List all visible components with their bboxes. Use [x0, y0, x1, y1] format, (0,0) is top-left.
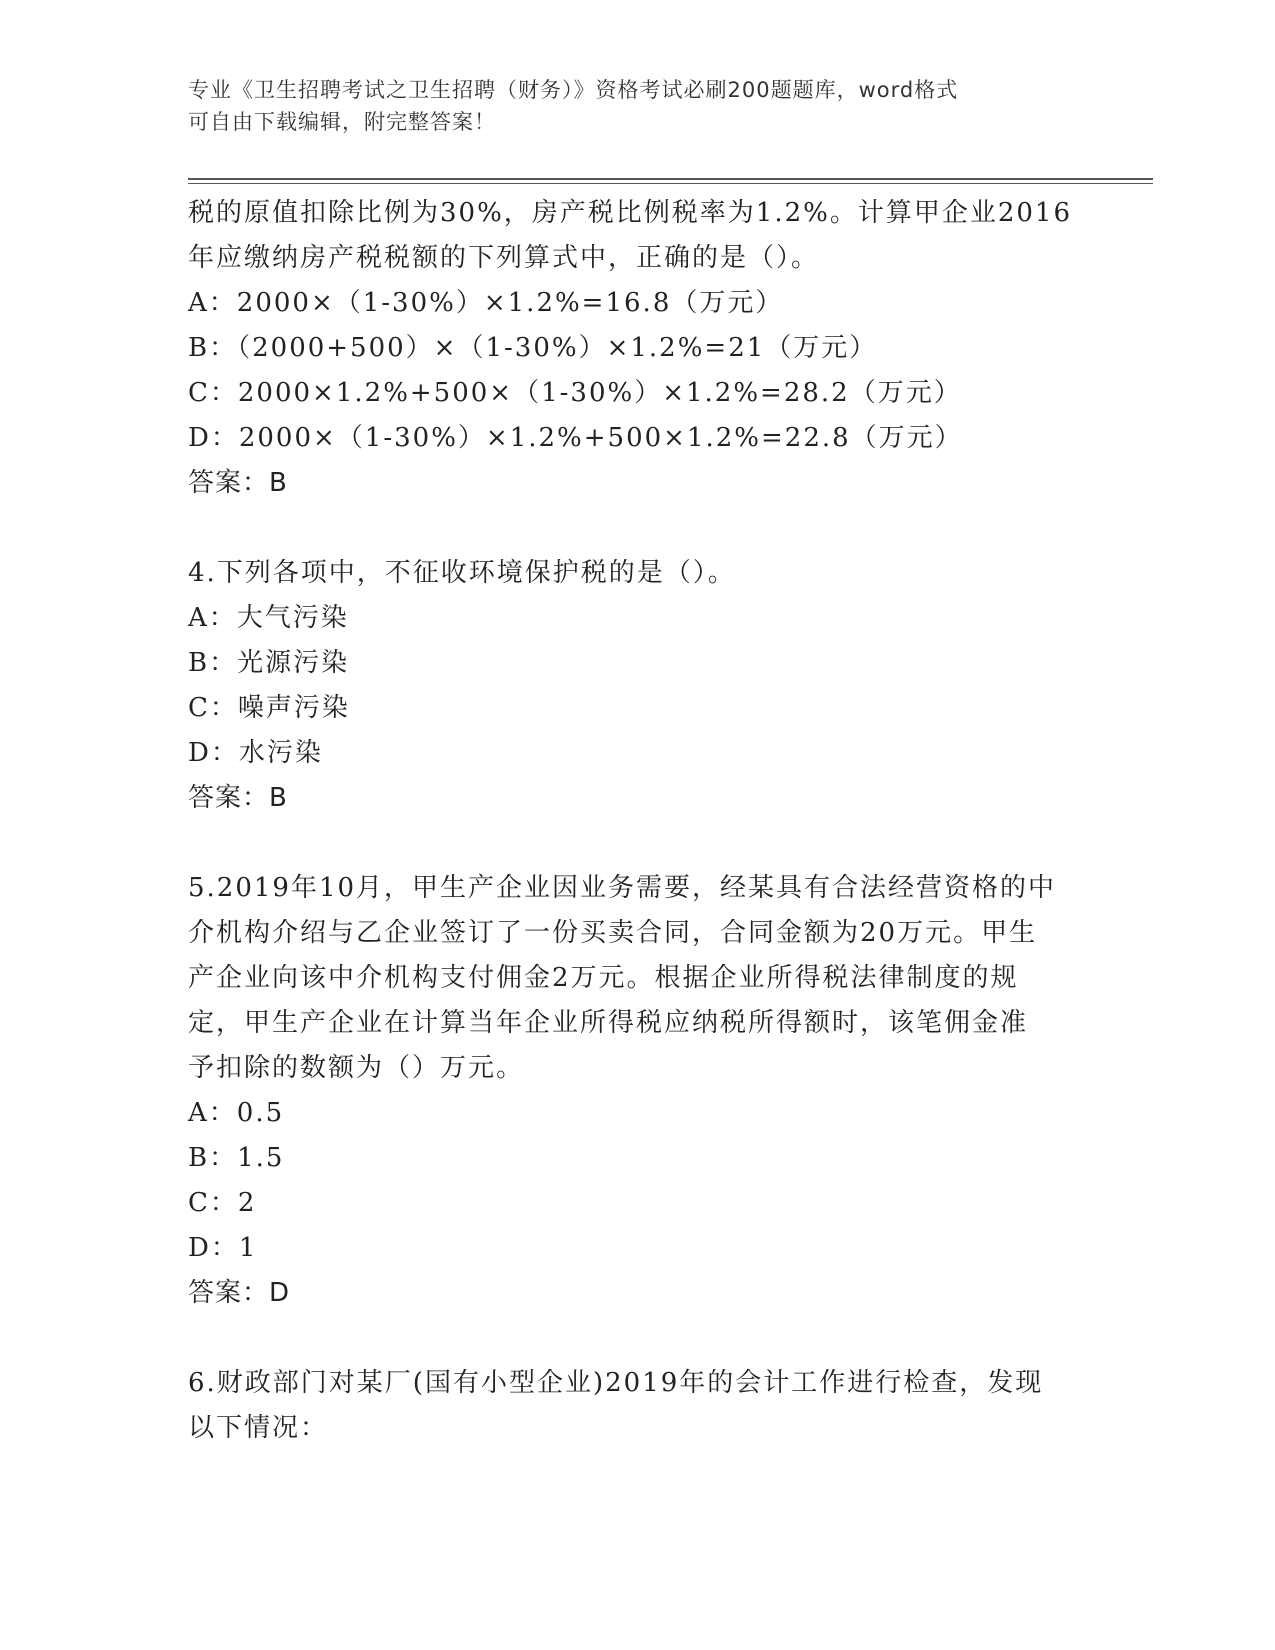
- question-4-option-d: D：水污染: [188, 738, 323, 768]
- question-content: [188, 191, 1088, 1451]
- question-3-option-b: B：（2000+500）×（1-30%）×1.2%=21（万元）: [188, 333, 878, 363]
- question-5-text-line-3: 产企业向该中介机构支付佣金2万元。根据企业所得税法律制度的规: [188, 963, 1019, 993]
- question-5-answer: 答案：D: [188, 1278, 291, 1308]
- question-3-option-a: A：2000×（1-30%）×1.2%=16.8（万元）: [188, 288, 784, 318]
- header-line-2: 可自由下载编辑，附完整答案！: [188, 110, 496, 134]
- question-3-text-line-2: 年应缴纳房产税税额的下列算式中，正确的是（）。: [188, 243, 820, 273]
- question-5: [188, 866, 1088, 1316]
- question-4-option-b: B：光源污染: [188, 648, 350, 678]
- question-4: [188, 551, 1088, 821]
- question-4-answer: 答案：B: [188, 783, 288, 813]
- question-5-text-line-2: 介机构介绍与乙企业签订了一份买卖合同，合同金额为20万元。甲生: [188, 918, 1038, 948]
- header-divider-thick: [188, 178, 1153, 180]
- question-4-option-a: A：大气污染: [188, 603, 349, 633]
- spacer: [188, 821, 1088, 866]
- spacer: [188, 506, 1088, 551]
- spacer: [188, 1316, 1088, 1361]
- question-3-option-d: D：2000×（1-30%）×1.2%+500×1.2%=22.8（万元）: [188, 423, 963, 453]
- question-3-option-c: C：2000×1.2%+500×（1-30%）×1.2%=28.2（万元）: [188, 378, 962, 408]
- question-5-text-line-1: 5.2019年10月，甲生产企业因业务需要，经某具有合法经营资格的中: [188, 873, 1057, 903]
- question-5-text-line-5: 予扣除的数额为（）万元。: [188, 1053, 525, 1083]
- question-5-text-line-4: 定，甲生产企业在计算当年企业所得税应纳税所得额时，该笔佣金准: [188, 1008, 1029, 1038]
- question-6-text-line-1: 6.财政部门对某厂(国有小型企业)2019年的会计工作进行检查，发现: [188, 1368, 1044, 1398]
- question-6-text-line-2: 以下情况：: [188, 1413, 329, 1443]
- question-4-option-c: C：噪声污染: [188, 693, 350, 723]
- question-5-option-b: B：1.5: [188, 1143, 285, 1173]
- question-4-text-line-1: 4.下列各项中，不征收环境保护税的是（）。: [188, 558, 736, 588]
- question-3-text-line-1: 税的原值扣除比例为30%，房产税比例税率为1.2%。计算甲企业2016: [188, 198, 1073, 228]
- header-divider-thin: [188, 183, 1153, 184]
- question-6: [188, 1361, 1088, 1451]
- question-5-option-c: C：2: [188, 1188, 257, 1218]
- question-5-option-d: D：1: [188, 1233, 258, 1263]
- document-header: [188, 74, 1088, 138]
- header-line-1: 专业《卫生招聘考试之卫生招聘（财务）》资格考试必刷200题题库，word格式: [188, 78, 959, 102]
- question-3-answer: 答案：B: [188, 468, 288, 498]
- question-3: [188, 191, 1088, 506]
- question-5-option-a: A：0.5: [188, 1098, 285, 1128]
